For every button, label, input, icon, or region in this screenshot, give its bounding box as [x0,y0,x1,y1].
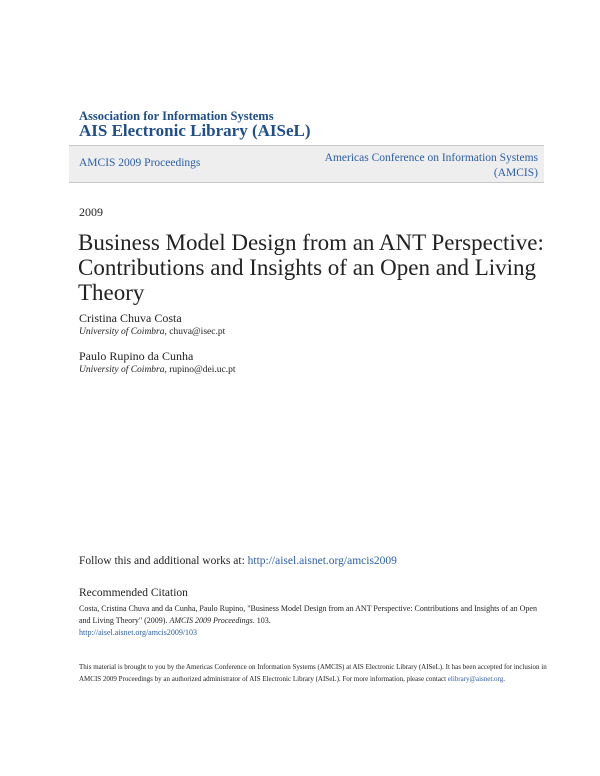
association-name: Association for Information Systems [79,109,274,123]
footer-end: . [503,675,506,683]
author-institution-2: University of Coimbra [79,365,165,375]
author-email-1: chuva@isec.pt [169,327,226,337]
follow-line [79,555,397,567]
citation-text: Costa, Cristina Chuva and da Cunha, Paulo Rupino, "Business Model Design from an ANT Perspective: Contributions and Insights of an Open and Living Theory" (2009). [79,604,537,625]
publication-year: 2009 [79,205,103,219]
author-email-2: rupino@dei.uc.pt [169,365,236,375]
follow-text: Follow this and additional works at: [79,555,248,567]
citation-link[interactable]: http://aisel.aisnet.org/amcis2009/103 [79,628,198,637]
conference-abbrev: (AMCIS) [493,167,538,179]
conference-name: Americas Conference on Information Systems [324,152,538,164]
contact-email-link[interactable]: elibrary@aisnet.org [447,675,504,683]
footer-text: This material is brought to you by the Americas Conference on Information Systems (AMCIS) at AIS Electronic Library (AISeL). It has been accepted for inclusion in AMCIS 2009 Proceedings by an authorized administrator of AIS Electronic Library (AISeL). For more information, please contact [79,663,547,683]
recommended-citation-heading: Recommended Citation [79,587,188,599]
author-affiliation-1: University of Coimbra, chuva@isec.pt [79,327,226,337]
citation-venue: AMCIS 2009 Proceedings [169,616,253,625]
author-institution-1: University of Coimbra [79,327,165,337]
footer-notice [79,661,549,685]
author-name-2: Paulo Rupino da Cunha [79,349,194,363]
follow-link[interactable]: http://aisel.aisnet.org/amcis2009 [247,555,397,567]
conference-link[interactable] [325,151,538,181]
paper-title: Business Model Design from an ANT Perspective: Contributions and Insights of an Open and Living Theory [78,230,544,305]
author-name-1: Cristina Chuva Costa [79,311,182,325]
proceedings-bar [69,145,544,183]
author-affiliation-2: University of Coimbra, rupino@dei.uc.pt [79,365,236,375]
proceedings-link[interactable]: AMCIS 2009 Proceedings [79,157,201,169]
citation-block [79,603,549,639]
library-link[interactable]: AIS Electronic Library (AISeL) [79,121,311,140]
citation-number: . 103. [252,616,271,625]
